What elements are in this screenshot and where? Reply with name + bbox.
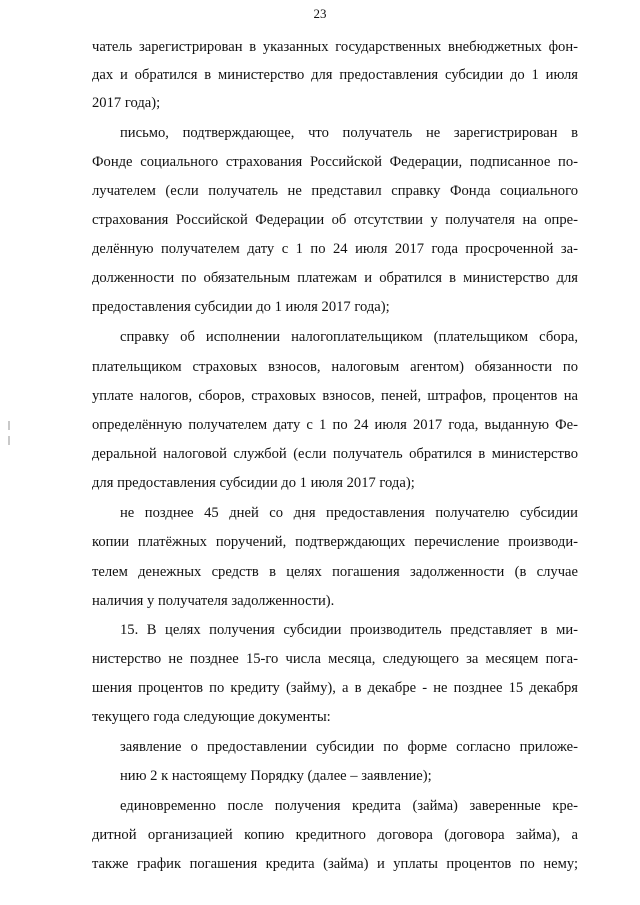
text-line: дах и обратился в министерство для предоставления субсидии до 1 июля bbox=[92, 67, 578, 84]
text-line: письмо, подтверждающее, что получатель не зарегистрирован в bbox=[120, 124, 578, 141]
text-line: деральной налоговой службой (если получатель обратился в министерство bbox=[92, 446, 578, 463]
page-number: 23 bbox=[313, 6, 327, 21]
text-line: чатель зарегистрирован в указанных государственных внебюджетных фон- bbox=[92, 39, 578, 55]
scan-margin-mark bbox=[8, 436, 10, 445]
text-line: наличия у получателя задолженности). bbox=[92, 592, 335, 609]
text-line: телем денежных средств в целях погашения задолженности (в случае bbox=[92, 563, 578, 580]
text-line: 2017 года); bbox=[92, 95, 161, 112]
text-line: для предоставления субсидии до 1 июля 2017 года); bbox=[92, 475, 415, 492]
text-line: Фонде социального страхования Российской Федерации, подписанное по- bbox=[92, 153, 578, 170]
text-line: плательщиком страховых взносов, налоговым агентом) обязанности по bbox=[92, 358, 578, 375]
text-line: также график погашения кредита (займа) и уплаты процентов по нему; bbox=[92, 855, 578, 872]
text-line: уплате налогов, сборов, страховых взносов, пеней, штрафов, процентов на bbox=[92, 387, 578, 404]
text-line: справку об исполнении налогоплательщиком (плательщиком сбора, bbox=[120, 329, 578, 346]
text-line: лучателем (если получатель не представил справку Фонда социального bbox=[92, 182, 578, 199]
text-line: единовременно после получения кредита (займа) заверенные кре- bbox=[120, 797, 578, 814]
text-line: шения процентов по кредиту (займу), а в декабре - не позднее 15 декабря bbox=[92, 680, 578, 697]
text-line: дитной организацией копию кредитного договора (договора займа), а bbox=[92, 826, 578, 843]
scan-margin-mark bbox=[8, 421, 10, 430]
text-line: не позднее 45 дней со дня предоставления получателю субсидии bbox=[120, 505, 578, 522]
text-line: заявление о предоставлении субсидии по форме согласно приложе- bbox=[120, 739, 578, 756]
text-line: нистерство не позднее 15-го числа месяца, следующего за месяцем пога- bbox=[92, 650, 578, 667]
text-line: страхования Российской Федерации об отсутствии у получателя на опре- bbox=[92, 211, 578, 228]
text-line: копии платёжных поручений, подтверждающих перечисление производи- bbox=[92, 534, 578, 551]
text-line: текущего года следующие документы: bbox=[92, 709, 331, 726]
text-line: долженности по обязательным платежам и обратился в министерство для bbox=[92, 270, 578, 287]
text-line: 15. В целях получения субсидии производитель представляет в ми- bbox=[120, 621, 578, 638]
text-line: определённую получателем дату с 1 по 24 июля 2017 года, выданную Фе- bbox=[92, 416, 578, 433]
text-line: нию 2 к настоящему Порядку (далее – заявление); bbox=[120, 768, 432, 785]
text-line: предоставления субсидии до 1 июля 2017 года); bbox=[92, 299, 390, 316]
text-line: делённую получателем дату с 1 по 24 июля 2017 года просроченной за- bbox=[92, 241, 578, 258]
